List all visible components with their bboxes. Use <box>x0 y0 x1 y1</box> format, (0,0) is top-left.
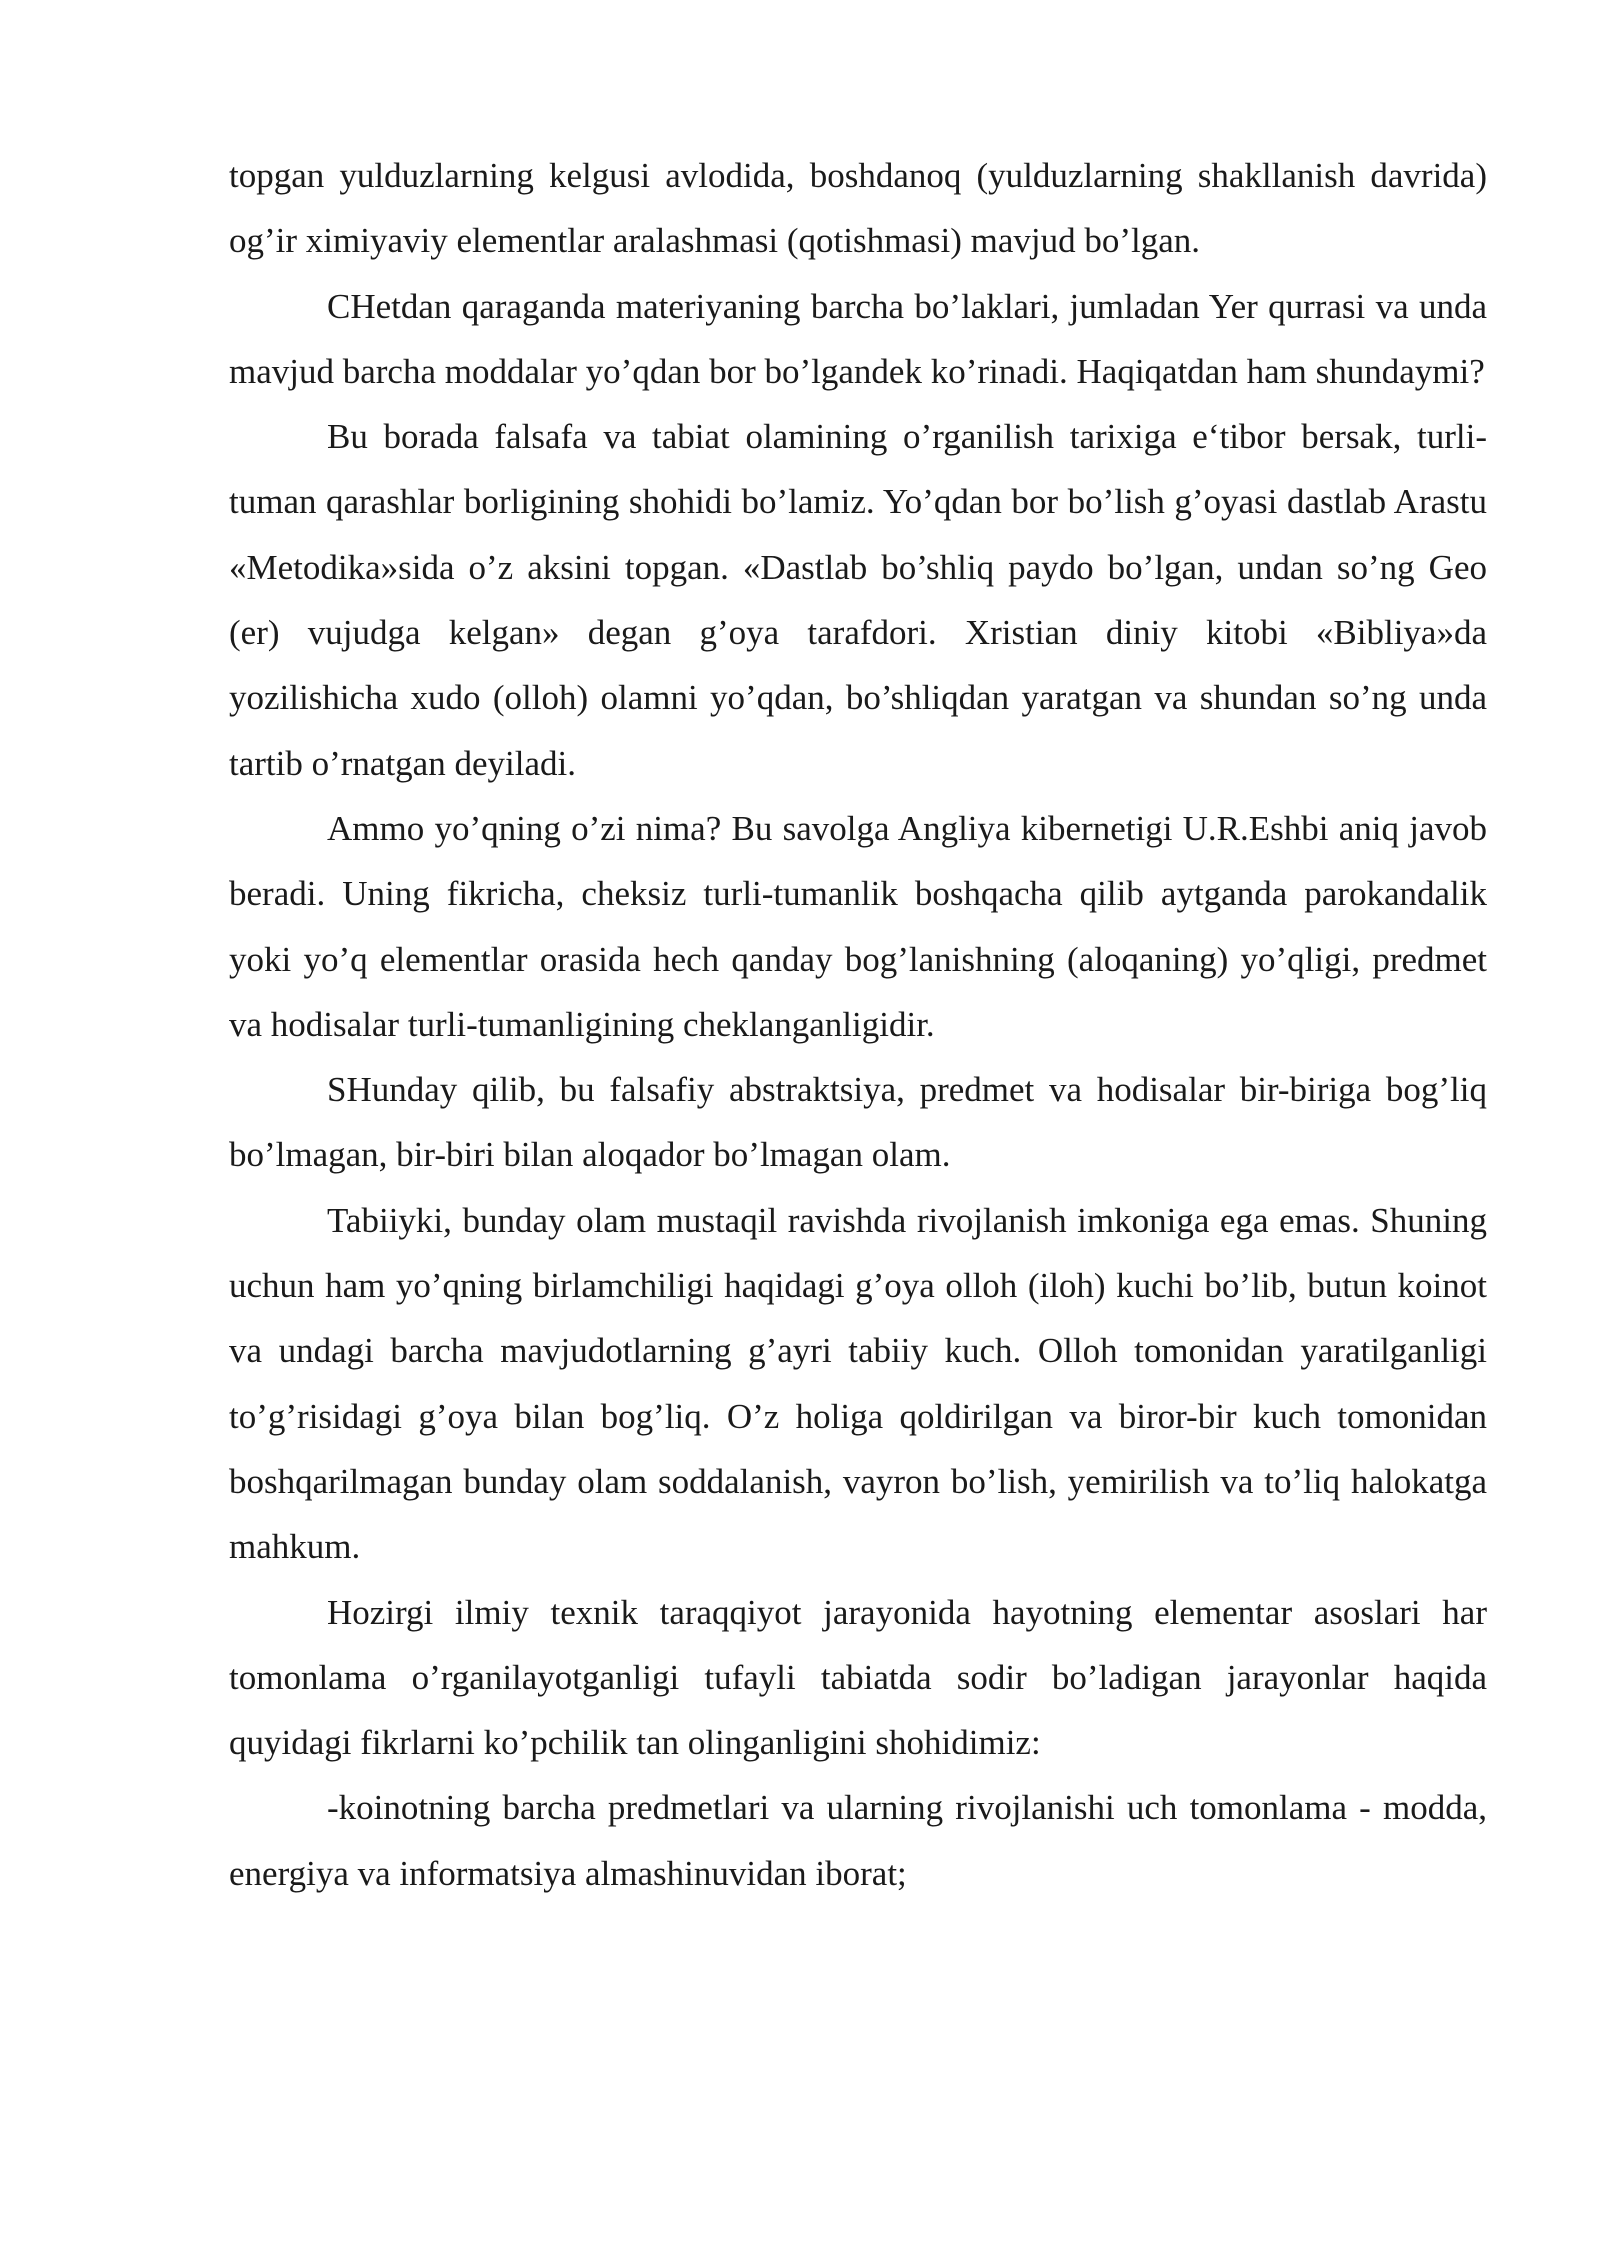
paragraph-continuation: topgan yulduzlarning kelgusi avlodida, boshdanoq (yulduzlarning shakllanish davrida) og’ir ximiyaviy elementlar aralashmasi (qotishmasi) mavjud bo’lgan. <box>229 156 1487 261</box>
paragraph: Tabiiyki, bunday olam mustaqil ravishda rivojlanish imkoniga ega emas. Shuning uchun ham yo’qning birlamchiligi haqidagi g’oya olloh (iloh) kuchi bo’lib, butun koinot va undagi barcha mavjudotlarning g’ayri tabiiy kuch. Olloh tomonidan yaratilganligi to’g’risidagi g’oya bilan bog’liq. O’z holiga qoldirilgan va biror-bir kuch tomonidan boshqarilmagan bunday olam soddalanish, vayron bo’lish, yemirilish va to’liq halokatga mahkum. <box>229 1200 1487 1567</box>
paragraph: Hozirgi ilmiy texnik taraqqiyot jarayonida hayotning elementar asoslari har tomonlama o’rganilayotganligi tufayli tabiatda sodir bo’ladigan jarayonlar haqida quyidagi fikrlarni ko’pchilik tan olinganligini shohidimiz: <box>229 1592 1487 1763</box>
document-body <box>229 143 1487 1906</box>
paragraph: CHetdan qaraganda materiyaning barcha bo’laklari, jumladan Yer qurrasi va unda mavjud barcha moddalar yo’qdan bor bo’lgandek ko’rinadi. Haqiqatdan ham shundaymi? <box>229 286 1487 391</box>
list-item-paragraph: -koinotning barcha predmetlari va ularning rivojlanishi uch tomonlama - modda, energiya va informatsiya almashinuvidan iborat; <box>229 1788 1487 1893</box>
paragraph: Ammo yo’qning o’zi nima? Bu savolga Angliya kibernetigi U.R.Eshbi aniq javob beradi. Uning fikricha, cheksiz turli-tumanlik boshqacha qilib aytganda parokandalik yoki yo’q elementlar orasida hech qanday bog’lanishning (aloqaning) yo’qligi, predmet va hodisalar turli-tumanligining cheklanganligidir. <box>229 808 1487 1044</box>
paragraph: Bu borada falsafa va tabiat olamining o’rganilish tarixiga e‘tibor bersak, turli-tuman qarashlar borligining shohidi bo’lamiz. Yo’qdan bor bo’lish g’oyasi dastlab Arastu «Metodika»sida o’z aksini topgan. «Dastlab bo’shliq paydo bo’lgan, undan so’ng Geo (er) vujudga kelgan» degan g’oya tarafdori. Xristian diniy kitobi «Bibliya»da yozilishicha xudo (olloh) olamni yo’qdan, bo’shliqdan yaratgan va shundan so’ng unda tartib o’rnatgan deyiladi. <box>229 417 1487 783</box>
paragraph: SHunday qilib, bu falsafiy abstraktsiya, predmet va hodisalar bir-biriga bog’liq bo’lmagan, bir-biri bilan aloqador bo’lmagan olam. <box>229 1070 1487 1175</box>
